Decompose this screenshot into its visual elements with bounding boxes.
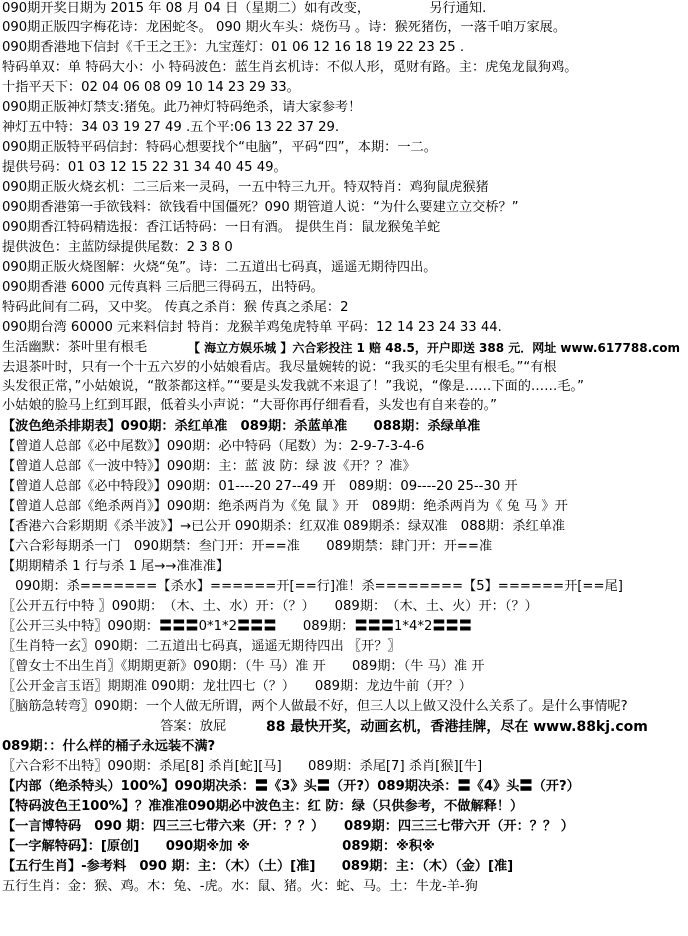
line-44: 【五行生肖】-参考料 090 期：主：（木）（土）[准] 089期：主：（木）（金）[准] bbox=[2, 859, 514, 874]
line-17: 090期台湾 60000 元来料信封 特肖：龙猴羊鸡兔虎特单 平码：12 14 23 24 33 44. bbox=[2, 320, 502, 335]
line-19: 去退茶叶时，只有一个十五六岁的小姑娘看店。我尽量婉转的说：“我买的毛尖里有根毛。”“有根 bbox=[2, 360, 557, 375]
line-22: 【波色绝杀排期表】090期：杀红单准 089期：杀蓝单准 088期：杀绿单准 bbox=[2, 419, 481, 434]
line-27: 【香港六合彩期期《杀半波》】→已公开 090期杀：红双准 089期杀：绿双准 088期：杀红单准 bbox=[2, 519, 566, 534]
line-45: 五行生肖：金：猴、鸡。木：兔、-虎。水：鼠、猪。火：蛇、马。土：牛龙-羊-狗 bbox=[2, 879, 478, 894]
line-9: 提供号码：01 03 12 15 22 31 34 40 45 49。 bbox=[2, 160, 287, 175]
line-2: 090期正版四字梅花诗：龙困蛇冬。 090 期火车头：烧伤马 。诗：猴死猪伤，一落千咱万家展。 bbox=[2, 20, 567, 35]
line-41: 【特码波色王100%】？准准准090期必中波色主：红 防：绿（只供参考，不做解释！） bbox=[2, 799, 524, 814]
88kj-ad-banner: 88 最快开奖，动画玄机，香港挂牌，尽在 www.88kj.com bbox=[266, 719, 648, 735]
line-24: 【曾道人总部《一波中特》】090期：主：蓝 波 防：绿 波《开？？准》 bbox=[2, 459, 416, 474]
line-8: 090期正版特平码信封：特码心想要找个“电脑”，平码“四”，本期：一二。 bbox=[2, 140, 437, 155]
line-39: 〖六合彩不出特〗090期：杀尾[8] 杀肖[蛇][马] 089期：杀尾[7] 杀肖[猴][牛] bbox=[2, 759, 483, 774]
line-11: 090期香港第一手欲钱料：欲钱看中国僵死？090 期管道人说：“为什么要建立立交桥？” bbox=[2, 200, 519, 215]
line-20: 头发很正常，”小姑娘说，“散茶都这样。”“要是头发我就不来退了！”我说，“像是……下面的……毛。” bbox=[2, 379, 584, 394]
line-30: 090期：杀=======【杀水】======开[==行]准！杀========【5】======开[==尾] bbox=[2, 579, 623, 594]
line-21: 小姑娘的脸马上红到耳跟，低着头小声说：“大哥你再仔细看看，头发也有自来卷的。” bbox=[2, 398, 497, 413]
casino-ad-banner: 【 海立方娱乐城 】六合彩投注 1 赔 48.5，开户即送 388 元．网址 www.617788.com bbox=[188, 341, 680, 355]
line-13: 提供波色：主蓝防绿提供尾数：2 3 8 0 bbox=[2, 240, 233, 255]
line-29: 【期期精杀 1 行与杀 1 尾→→准准准】 bbox=[2, 559, 230, 574]
line-36: 〖脑筋急转弯〗090期：一个人做无所谓，两个人做最不好，但三人以上做又没什么关系了。是什么事情呢? bbox=[2, 699, 628, 714]
line-26: 【曾道人总部《绝杀两肖》】090期：绝杀两肖为《兔 鼠 》开 089期：绝杀两肖为《 兔 马 》开 bbox=[2, 499, 568, 514]
line-38: 089期：：什么样的桶子永远装不满? bbox=[2, 739, 216, 754]
line-33: 〖生肖特一玄〗090期：二五道出七码真，遥遥无期待四出 〖开？〗 bbox=[2, 639, 401, 654]
line-10: 090期正版火烧玄机：二三后来一灵码，一五中特三九开。特双特肖：鸡狗鼠虎猴猪 bbox=[2, 180, 489, 195]
line-6: 090期正版神灯禁支:猪兔。此乃神灯特码绝杀，请大家参考！ bbox=[2, 100, 362, 115]
line-5: 十指平天下：02 04 06 08 09 10 14 23 29 33。 bbox=[2, 80, 300, 95]
line-15: 090期香港 6000 元传真料 三后肥三得码五，出特码。 bbox=[2, 280, 324, 295]
line-34: 〖曾女士不出生肖〗《期期更新》090期：（牛 马）准 开 089期：（牛 马）准 开 bbox=[2, 659, 485, 674]
line-7: 神灯五中特：34 03 19 27 49 .五个平:06 13 22 37 29. bbox=[2, 120, 340, 135]
line-43: 【一字解特码】：[原创] 090期※加 ※ 089期：※积※ bbox=[2, 839, 435, 854]
line-32: 〖公开三头中特〗090期：〓〓〓0*1*2〓〓〓 089期：〓〓〓1*4*2〓〓〓 bbox=[2, 619, 472, 634]
line-14: 090期正版火烧图解：火烧“兔”。诗：二五道出七码真，遥遥无期待四出。 bbox=[2, 260, 437, 275]
line-42: 【一言博特码 090 期：四三三七带六来（开：？？） 089期：四三三七带六开（开：？？ ） bbox=[2, 819, 574, 834]
line-25: 【曾道人总部《必中特段》】090期：01----20 27--49 开 089期：09----20 25--30 开 bbox=[2, 479, 518, 494]
line-35: 〖公开金言玉语〗期期准 090期：龙壮四七（？） 089期：龙边牛前（开？） bbox=[2, 679, 472, 694]
line-37: 答案：放屁 bbox=[2, 719, 227, 734]
line-1: 090期开奖日期为 2015 年 08 月 04 日（星期二）如有改变， 另行通知. bbox=[2, 1, 487, 16]
line-16: 特码此间有二码，又中奖。 传真之杀肖：猴 传真之杀尾：2 bbox=[2, 300, 349, 315]
line-3: 090期香港地下信封《千王之王》：九宝莲灯：01 06 12 16 18 19 22 23 25 . bbox=[2, 40, 465, 55]
line-4: 特码单双：单 特码大小：小 特码波色：蓝生肖玄机诗：不似人形，觅财有路。主：虎兔龙鼠狗鸡。 bbox=[2, 60, 578, 75]
line-40: 【内部（绝杀特头）100%】090期决杀：〓《3》头〓（开?）089期决杀：〓《4》头〓（开?） bbox=[2, 779, 580, 794]
line-31: 〖公开五行中特 〗090期： （木、土、水）开：（？） 089期： （木、土、火）开：（？） bbox=[2, 599, 538, 614]
line-18: 生活幽默：茶叶里有根毛 bbox=[2, 340, 148, 355]
line-28: 【六合彩每期杀一门 090期禁：叁门开：开==准 089期禁：肆门开：开==准 bbox=[2, 539, 493, 554]
line-12: 090期香江特码精选报：香江话特码：一日有酒。 提供生肖：鼠龙猴兔羊蛇 bbox=[2, 220, 441, 235]
line-23: 【曾道人总部《必中尾数》】090期：必中特码（尾数）为：2-9-7-3-4-6 bbox=[2, 439, 425, 454]
